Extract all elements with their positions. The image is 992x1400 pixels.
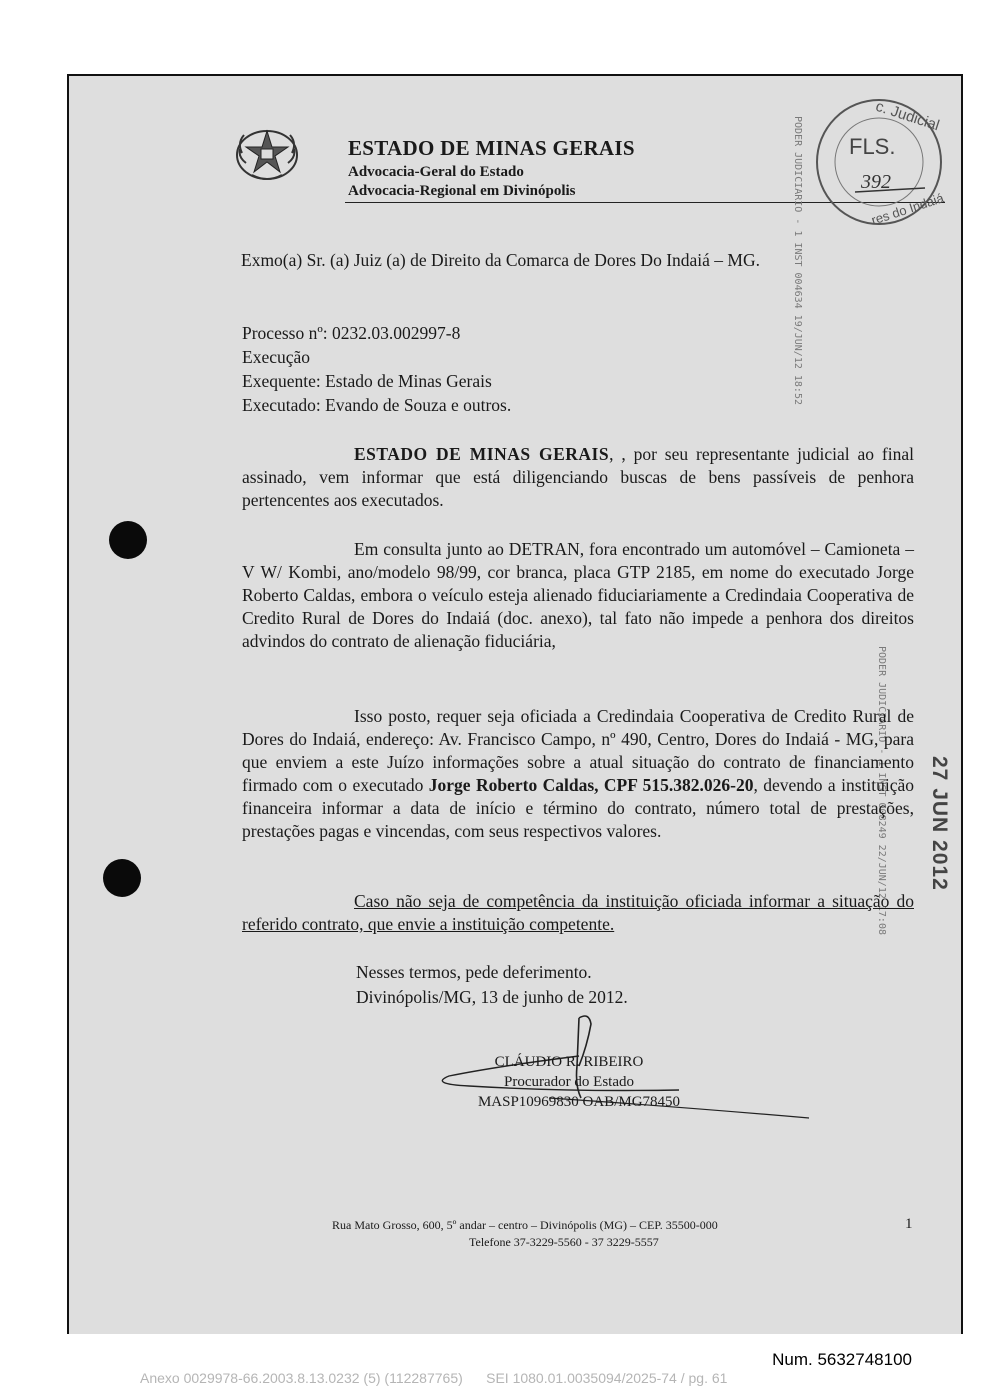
court-page-stamp — [799, 92, 949, 242]
document-number: Num. 5632748100 — [772, 1350, 912, 1369]
paragraph-1-text: , , por seu representante judicial ao final assinado, vem informar que está diligenciando buscas de bens passíveis de penhora pertencentes aos executados. — [242, 444, 914, 510]
signatory-id: MASP10969830 OAB/MG78450 — [477, 1094, 681, 1110]
case-plaintiff: Exequente: Estado de Minas Gerais — [242, 371, 492, 391]
protocol-stamp-top: PODER JUDICIARIO - 1 INST 004634 19/JUN/12 18:52 — [792, 116, 803, 405]
hole-punch-lower — [103, 859, 141, 897]
signatory-name: CLÁUDIO R. RIBEIRO — [494, 1054, 644, 1070]
paragraph-1-party: ESTADO DE MINAS GERAIS — [354, 444, 610, 464]
paragraph-3-text-before: Isso posto, requer seja oficiada a Credindaia Cooperativa de Credito Rural de Dores do Indaiá, endereço: Av. Francisco Campo, nº 490, Centro, Dores do Indaiá - MG, para que enviem a este Juízo informações sobre a atual situação do contrato de financiamento firmado com o executado — [242, 706, 914, 795]
coat-of-arms-icon — [234, 123, 300, 183]
stamp-page-number: 392 — [861, 171, 891, 193]
footer-phone: Telefone 37-3229-5560 - 37 3229-5557 — [469, 1235, 659, 1249]
stamp-fls: FLS. — [849, 134, 896, 159]
paragraph-3-defendant: Jorge Roberto Caldas, CPF 515.382.026-20 — [428, 775, 754, 795]
hole-punch-upper — [109, 521, 147, 559]
closing-request: Nesses termos, pede deferimento. — [356, 962, 592, 982]
signatory-role: Procurador do Estado — [504, 1074, 634, 1090]
footer-address: Rua Mato Grosso, 600, 5º andar – centro – Divinópolis (MG) – CEP. 35500-000 — [332, 1218, 718, 1232]
paragraph-2 — [242, 538, 914, 653]
case-type: Execução — [242, 347, 311, 367]
paragraph-3 — [242, 705, 914, 843]
paragraph-3-text-after: , devendo a instituição financeira informar a data de início e término do contrato, número total de prestações, prestações pagas e vincendas, com seus respectivos valores. — [242, 775, 914, 841]
paragraph-4-text: Caso não seja de competência da instituição oficiada informar a situação do referido contrato, que envie a instituição competente. — [242, 891, 914, 934]
footer-page-number: 1 — [905, 1216, 913, 1232]
protocol-stamp-middle: PODER JUDICIARIO - 1 INST 008249 22/JUN/12 17:08 — [876, 646, 887, 935]
addressee: Exmo(a) Sr. (a) Juiz (a) de Direito da Comarca de Dores Do Indaiá – MG. — [241, 250, 760, 270]
header-subtitle-agency: Advocacia-Geral do Estado — [348, 164, 524, 180]
case-number: Processo nº: 0232.03.002997-8 — [242, 323, 461, 343]
header-subtitle-regional: Advocacia-Regional em Divinópolis — [348, 183, 576, 199]
paragraph-1 — [242, 443, 914, 512]
header-title: ESTADO DE MINAS GERAIS — [348, 136, 635, 160]
scanned-page — [67, 74, 963, 1334]
received-date-stamp: 27 JUN 2012 — [928, 756, 951, 891]
case-defendant: Executado: Evando de Souza e outros. — [242, 395, 512, 415]
paragraph-2-text: Em consulta junto ao DETRAN, fora encontrado um automóvel – Camioneta – V W/ Kombi, ano/modelo 98/99, cor branca, placa GTP 2185, em nome do executado Jorge Roberto Caldas, embora o veículo esteja alienado fiduciariamente a Credindaia Cooperativa de Credito Rural de Dores do Indaiá (doc. anexo), tal fato não impede a penhora dos direitos advindos do contrato de alienação fiduciária, — [242, 539, 914, 651]
paragraph-4 — [242, 890, 914, 936]
stamp-arc-top: c. Judicial — [873, 97, 942, 135]
stamp-arc-bottom: res do Indaiá — [869, 190, 946, 228]
closing-place-date: Divinópolis/MG, 13 de junho de 2012. — [356, 987, 628, 1007]
annex-reference: Anexo 0029978-66.2003.8.13.0232 (5) (112287765) SEI 1080.01.0035094/2025-74 / pg. 61 — [140, 1370, 728, 1386]
